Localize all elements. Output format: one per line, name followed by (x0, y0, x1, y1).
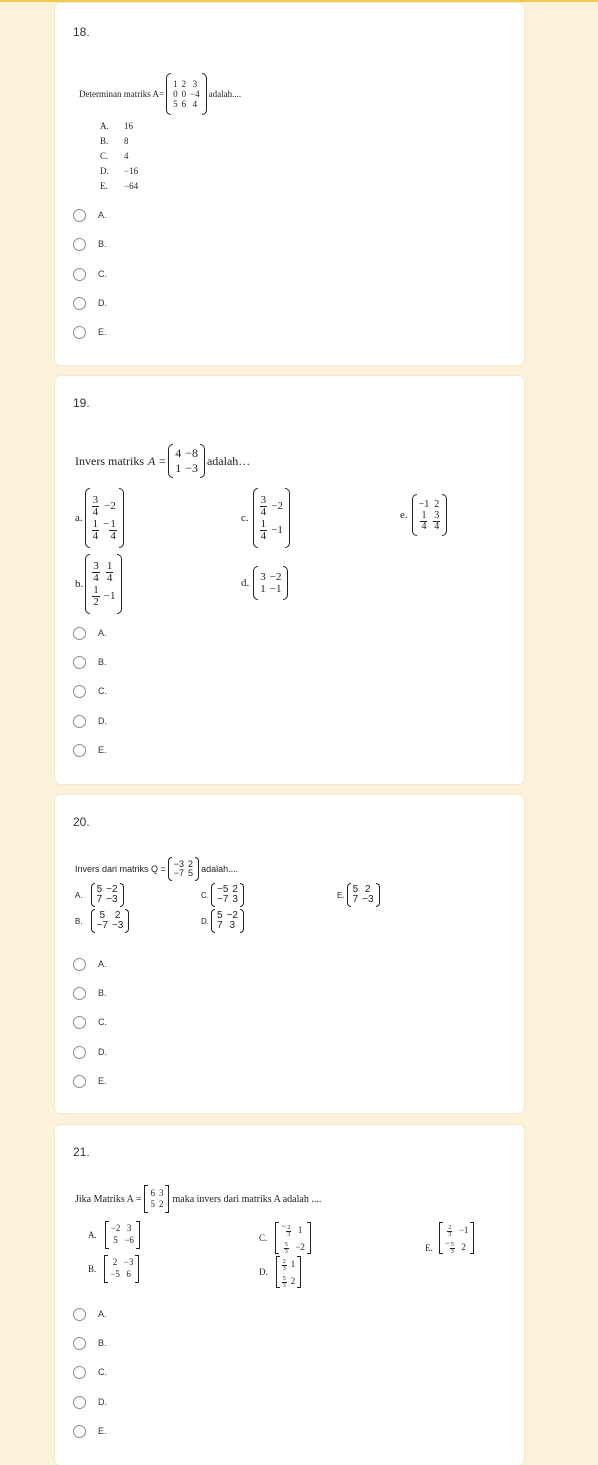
answer-b: b. $\frac{3}{4}$ $\frac{1}{4}$ $\frac{1}{2}$ −1 (75, 554, 122, 614)
option-e[interactable]: E. (73, 743, 107, 757)
radio-button[interactable] (73, 1016, 86, 1029)
choice-list (100, 121, 138, 196)
option-a[interactable]: A. (73, 957, 107, 971)
question-number: 21. (73, 1145, 90, 1159)
answer-d: D. $\frac{2}{3}$ 1 $\frac{5}{3}$ 2 (259, 1255, 301, 1289)
question-text: Jika Matriks A = 6 3 5 2 maka invers dari matriks A adalah .... (75, 1185, 321, 1213)
option-d[interactable]: D. (73, 296, 107, 310)
question-number: 20. (73, 815, 90, 829)
radio-button[interactable] (73, 744, 86, 757)
answer-c: c. $\frac{3}{4}$ −2 $\frac{1}{4}$ −1 (241, 488, 290, 548)
matrix-a: 4 −8 1 −3 (168, 444, 205, 478)
radio-button[interactable] (73, 209, 86, 222)
question-text: Invers matriks A = 4 −8 1 −3 adalah… (75, 444, 250, 478)
radio-button[interactable] (73, 238, 86, 251)
answer-d: D. 5 −2 7 3 (201, 909, 244, 933)
option-b[interactable]: B. (73, 1336, 107, 1350)
radio-button[interactable] (73, 656, 86, 669)
choice-item: B. 8 (100, 136, 129, 146)
answer-e: E. $\frac{2}{3}$ −1 − $\frac{5}{3}$ 2 (425, 1221, 474, 1255)
answer-c: C. − $\frac{2}{3}$ 1 $\frac{5}{3}$ −2 (259, 1221, 311, 1255)
question-text (79, 73, 241, 115)
option-c[interactable]: C. (73, 1015, 107, 1029)
choice-item: D. −16 (100, 166, 139, 176)
radio-button[interactable] (73, 958, 86, 971)
option-e[interactable]: E. (73, 325, 107, 339)
option-c[interactable]: C. (73, 684, 107, 698)
answer-b: B. 5 2 −7 −3 (75, 909, 129, 933)
option-b[interactable]: B. (73, 655, 107, 669)
option-c[interactable]: C. (73, 1365, 107, 1379)
question-card-19 (55, 376, 524, 784)
radio-button[interactable] (73, 326, 86, 339)
question-suffix: adalah.... (208, 89, 242, 99)
top-accent-line (0, 0, 598, 2)
radio-button[interactable] (73, 1046, 86, 1059)
answer-b: B. 2 −3 −5 6 (88, 1255, 139, 1283)
radio-button[interactable] (73, 1337, 86, 1350)
question-card-21 (55, 1125, 524, 1465)
radio-button[interactable] (73, 1396, 86, 1409)
answer-a: A. −2 3 5 −6 (88, 1221, 140, 1249)
option-c[interactable]: C. (73, 267, 107, 281)
matrix-q: −3 2 −7 5 (168, 857, 199, 881)
radio-button[interactable] (73, 297, 86, 310)
question-text: Invers dari matriks Q = −3 2 −7 5 adalah.... (75, 857, 238, 881)
radio-button[interactable] (73, 627, 86, 640)
answer-e: E. 5 2 7 −3 (337, 883, 380, 907)
radio-button[interactable] (73, 1075, 86, 1088)
radio-button[interactable] (73, 1425, 86, 1438)
question-prefix: Determinan matriks A= (79, 89, 165, 99)
answer-e: e. −1 2 $\frac{1}{4}$ $\frac{3}{4}$ (400, 494, 447, 536)
option-a[interactable]: A. (73, 208, 107, 222)
option-d[interactable]: D. (73, 714, 107, 728)
radio-button[interactable] (73, 715, 86, 728)
answer-c: C. −5 2 −7 3 (201, 883, 244, 907)
answer-a: A. 5 −2 7 −3 (75, 883, 124, 907)
question-number: 19. (73, 396, 90, 410)
option-e[interactable]: E. (73, 1074, 107, 1088)
option-e[interactable]: E. (73, 1424, 107, 1438)
matrix-a: 1 2 3 0 0 −4 5 6 4 (166, 73, 207, 115)
option-d[interactable]: D. (73, 1395, 107, 1409)
choice-item: E. −64 (100, 181, 139, 191)
matrix-a: 6 3 5 2 (144, 1185, 169, 1213)
option-b[interactable]: B. (73, 986, 107, 1000)
question-number: 18. (73, 25, 90, 39)
radio-button[interactable] (73, 1366, 86, 1379)
radio-button[interactable] (73, 987, 86, 1000)
question-card-18 (55, 3, 524, 365)
choice-item: A. 16 (100, 121, 133, 131)
answer-d: d. 3 −2 1 −1 (241, 566, 288, 600)
answer-a: a. $\frac{3}{4}$ −2 $\frac{1}{4}$ − $\frac{1}{4}$ (75, 488, 124, 548)
question-card-20 (55, 795, 524, 1113)
option-a[interactable]: A. (73, 626, 107, 640)
option-d[interactable]: D. (73, 1045, 107, 1059)
option-b[interactable]: B. (73, 237, 107, 251)
radio-button[interactable] (73, 268, 86, 281)
choice-item: C. 4 (100, 151, 129, 161)
option-a[interactable]: A. (73, 1307, 107, 1321)
radio-button[interactable] (73, 1308, 86, 1321)
radio-button[interactable] (73, 685, 86, 698)
